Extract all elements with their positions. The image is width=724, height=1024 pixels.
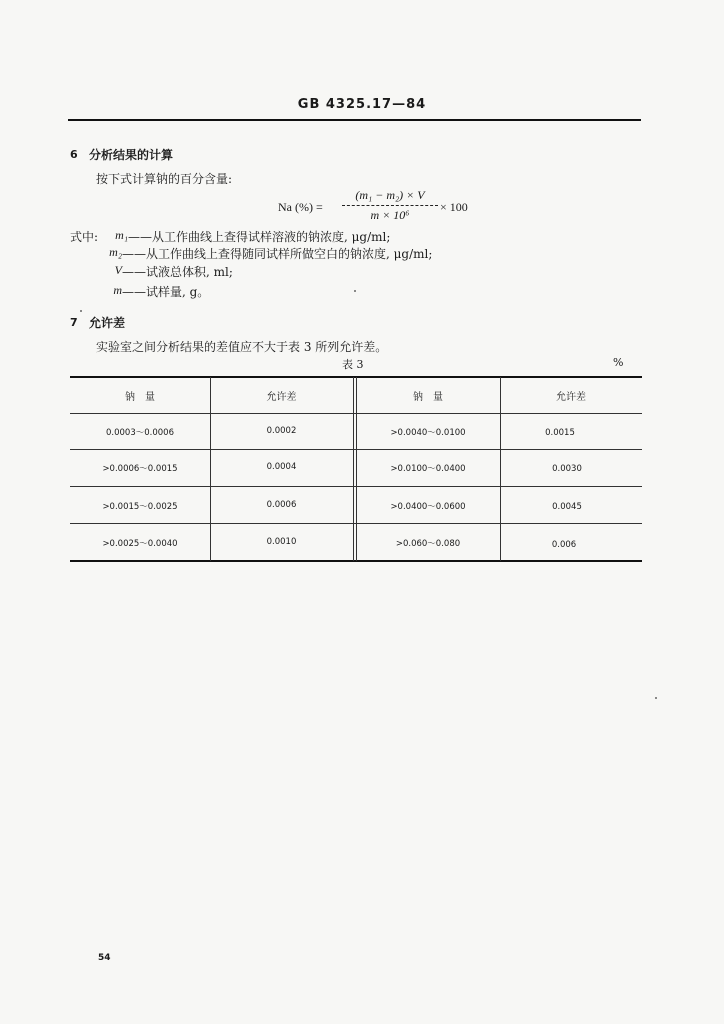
formula-denominator: m × 10⁶ bbox=[370, 208, 410, 222]
table-unit: % bbox=[613, 356, 624, 369]
table-cell: 0.0010 bbox=[266, 537, 297, 547]
definition-symbol-v: V bbox=[114, 263, 122, 277]
table-cell: >0.060～0.080 bbox=[395, 539, 461, 549]
table-cell: 0.0045 bbox=[552, 502, 582, 512]
table-cell: 0.0004 bbox=[266, 462, 297, 472]
scan-speck bbox=[80, 310, 82, 312]
scan-speck bbox=[655, 697, 657, 699]
table-cell: >0.0006～0.0015 bbox=[102, 464, 178, 474]
table-cell: >0.0040～0.0100 bbox=[390, 428, 466, 438]
table-header-sodium-1: 钠 量 bbox=[125, 392, 155, 403]
table-cell: >0.0015～0.0025 bbox=[102, 502, 178, 512]
section-7-number: 7 bbox=[70, 316, 78, 329]
page-number: 54 bbox=[98, 953, 111, 963]
header-rule bbox=[68, 119, 641, 121]
definition-text-v: ——试液总体积, ml; bbox=[122, 265, 233, 279]
table-cell: 0.0006 bbox=[266, 500, 297, 510]
table-cell: 0.006 bbox=[551, 540, 577, 550]
definition-text-m1: ——从工作曲线上查得试样溶液的钠浓度, μg/ml; bbox=[128, 230, 391, 244]
standard-code-header: GB 4325.17—84 bbox=[297, 97, 427, 112]
table-header-sodium-2: 钠 量 bbox=[413, 392, 443, 403]
formula-fraction-bar bbox=[342, 205, 438, 206]
section-6-number: 6 bbox=[70, 148, 78, 161]
table-cell: >0.0100～0.0400 bbox=[390, 464, 466, 474]
formula-numerator: (m₁ − m₂) × V bbox=[355, 188, 425, 202]
definition-text-m: ——试样量, g。 bbox=[122, 285, 210, 299]
table-cell: 0.0002 bbox=[266, 426, 297, 436]
definition-symbol-m: m bbox=[113, 283, 122, 297]
section-6-title: 分析结果的计算 bbox=[89, 148, 174, 162]
formula-lhs: Na (%) = bbox=[278, 200, 323, 214]
table-cell: >0.0025～0.0040 bbox=[102, 539, 178, 549]
table-cell: 0.0003～0.0006 bbox=[106, 428, 174, 438]
table-header-tolerance-2: 允许差 bbox=[556, 392, 586, 403]
section-6-intro: 按下式计算钠的百分含量: bbox=[96, 172, 233, 186]
definition-text-m2: ——从工作曲线上查得随同试样所做空白的钠浓度, μg/ml; bbox=[122, 247, 433, 261]
section-7-title: 允许差 bbox=[89, 316, 126, 330]
table-caption: 表 3 bbox=[342, 358, 364, 371]
table-cell: >0.0400～0.0600 bbox=[390, 502, 466, 512]
definition-symbol-m2: m₂ bbox=[109, 245, 122, 259]
section-7-text: 实验室之间分析结果的差值应不大于表 3 所列允许差。 bbox=[96, 340, 388, 354]
table-cell: 0.0015 bbox=[545, 428, 575, 438]
scan-speck bbox=[354, 290, 356, 292]
table-header-tolerance-1: 允许差 bbox=[266, 392, 297, 403]
definition-symbol-m1: m₁ bbox=[115, 228, 128, 242]
table-cell: 0.0030 bbox=[552, 464, 582, 474]
where-label: 式中: bbox=[70, 230, 99, 244]
formula-rhs: × 100 bbox=[440, 200, 468, 214]
